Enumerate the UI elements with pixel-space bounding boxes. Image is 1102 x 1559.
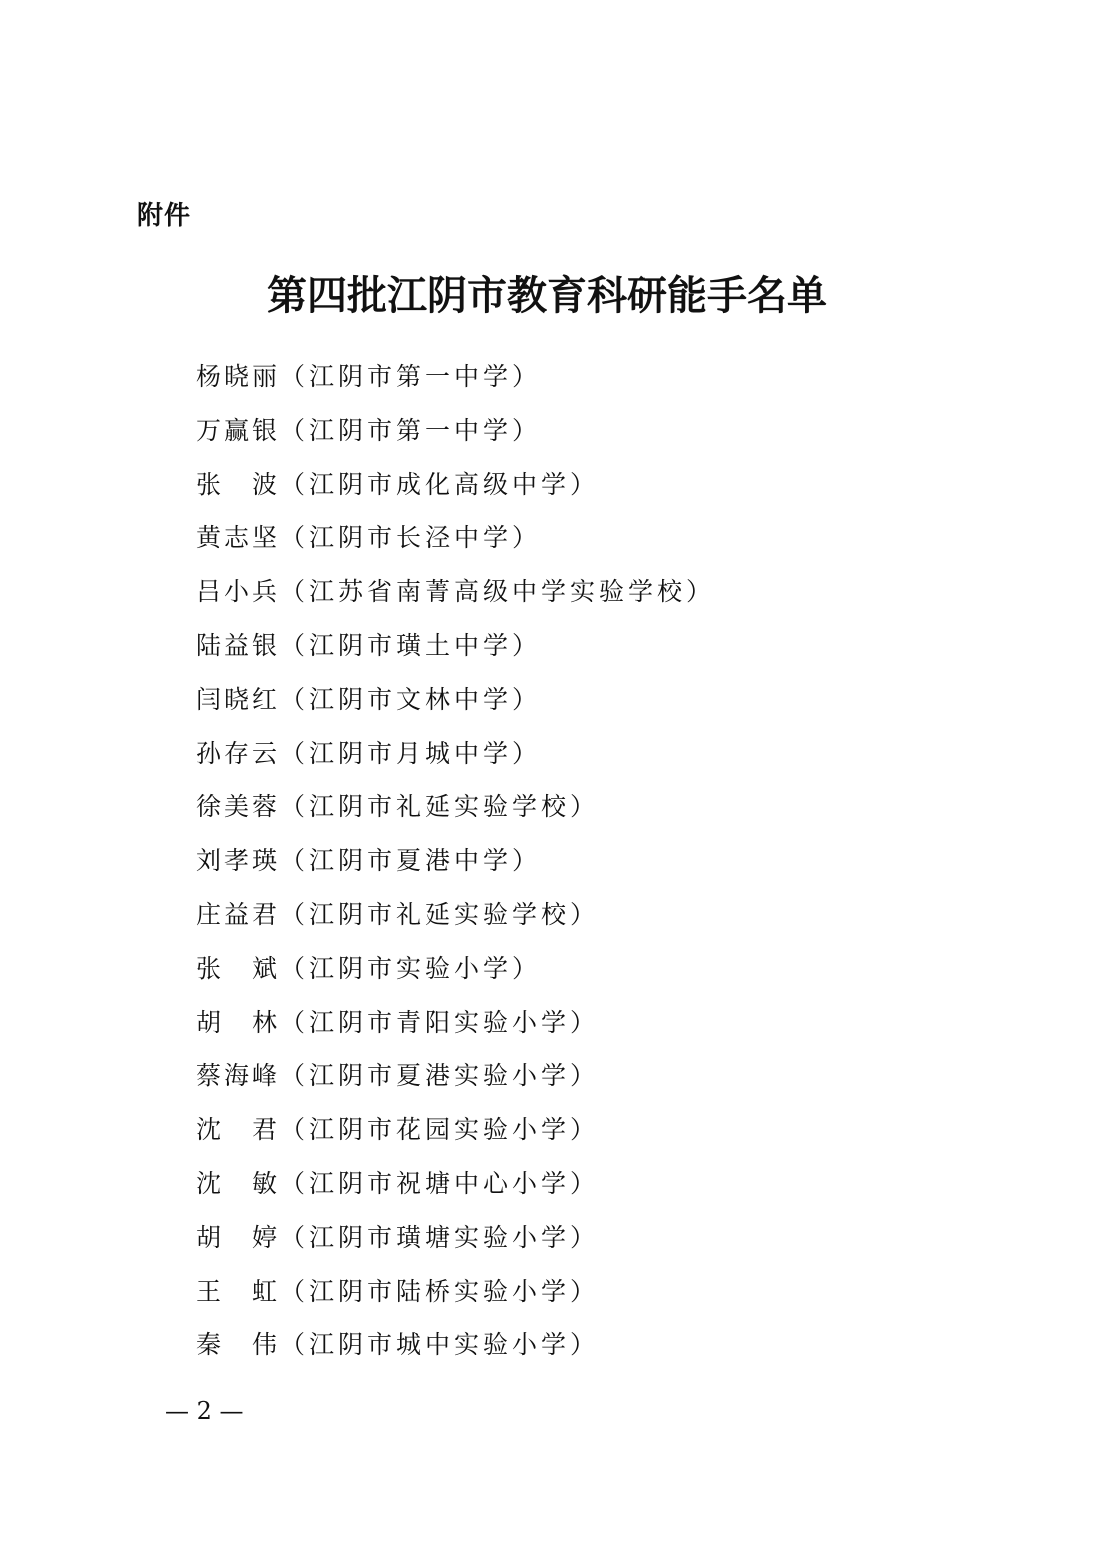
list-item <box>196 996 715 1050</box>
person-name: 胡 林 <box>196 1007 281 1037</box>
list-item <box>196 1103 715 1157</box>
attachment-label: 附件 <box>137 201 192 231</box>
person-name: 张 斌 <box>196 953 281 983</box>
list-item <box>196 1211 715 1265</box>
person-school: （江阴市第一中学） <box>280 415 542 445</box>
person-name: 吕小兵 <box>196 577 281 607</box>
person-school: （江阴市礼延实验学校） <box>280 899 600 929</box>
person-name: 王 虹 <box>196 1276 281 1306</box>
person-school: （江阴市长泾中学） <box>280 523 542 553</box>
person-school: （江阴市第一中学） <box>280 362 542 391</box>
list-item <box>196 834 715 888</box>
list-item <box>196 1265 715 1319</box>
person-name: 杨晓丽 <box>196 362 281 391</box>
list-item <box>196 780 715 834</box>
person-name: 秦 伟 <box>196 1330 281 1360</box>
person-school: （江阴市璜土中学） <box>280 630 542 660</box>
person-name: 陆益银 <box>196 630 281 660</box>
person-name: 蔡海峰 <box>196 1061 281 1091</box>
list-item <box>196 350 715 404</box>
person-name: 黄志坚 <box>196 523 281 553</box>
person-school: （江阴市祝塘中心小学） <box>280 1168 600 1198</box>
list-item <box>196 511 715 565</box>
person-school: （江阴市青阳实验小学） <box>280 1007 600 1037</box>
person-school: （江阴市夏港中学） <box>280 846 542 876</box>
person-name: 万赢银 <box>196 415 281 445</box>
person-school: （江阴市文林中学） <box>280 684 542 714</box>
person-name: 沈 君 <box>196 1115 281 1145</box>
person-name: 孙存云 <box>196 738 281 768</box>
list-item <box>196 458 715 512</box>
list-item <box>196 1049 715 1103</box>
list-item <box>196 727 715 781</box>
person-school: （江阴市璜塘实验小学） <box>280 1222 600 1252</box>
list-item <box>196 673 715 727</box>
person-school: （江阴市陆桥实验小学） <box>280 1276 600 1306</box>
page-number: — 2 — <box>165 1397 244 1425</box>
person-name: 沈 敏 <box>196 1168 281 1198</box>
list-item <box>196 942 715 996</box>
person-school: （江阴市成化高级中学） <box>280 469 600 499</box>
person-name: 庄益君 <box>196 899 281 929</box>
list-item <box>196 888 715 942</box>
person-name: 徐美蓉 <box>196 792 281 822</box>
person-school: （江阴市实验小学） <box>280 953 542 983</box>
person-school: （江阴市夏港实验小学） <box>280 1061 600 1091</box>
name-list <box>196 350 715 1372</box>
person-name: 胡 婷 <box>196 1222 281 1252</box>
person-school: （江阴市月城中学） <box>280 738 542 768</box>
person-name: 张 波 <box>196 469 281 499</box>
list-item <box>196 404 715 458</box>
list-item <box>196 1318 715 1372</box>
list-item <box>196 565 715 619</box>
person-school: （江阴市城中实验小学） <box>280 1330 600 1360</box>
list-item <box>196 619 715 673</box>
person-school: （江阴市礼延实验学校） <box>280 792 600 822</box>
person-school: （江苏省南菁高级中学实验学校） <box>280 577 716 607</box>
list-item <box>196 1157 715 1211</box>
person-name: 闫晓红 <box>196 684 281 714</box>
document-title: 第四批江阴市教育科研能手名单 <box>267 272 827 319</box>
person-name: 刘孝瑛 <box>196 846 281 876</box>
person-school: （江阴市花园实验小学） <box>280 1115 600 1145</box>
